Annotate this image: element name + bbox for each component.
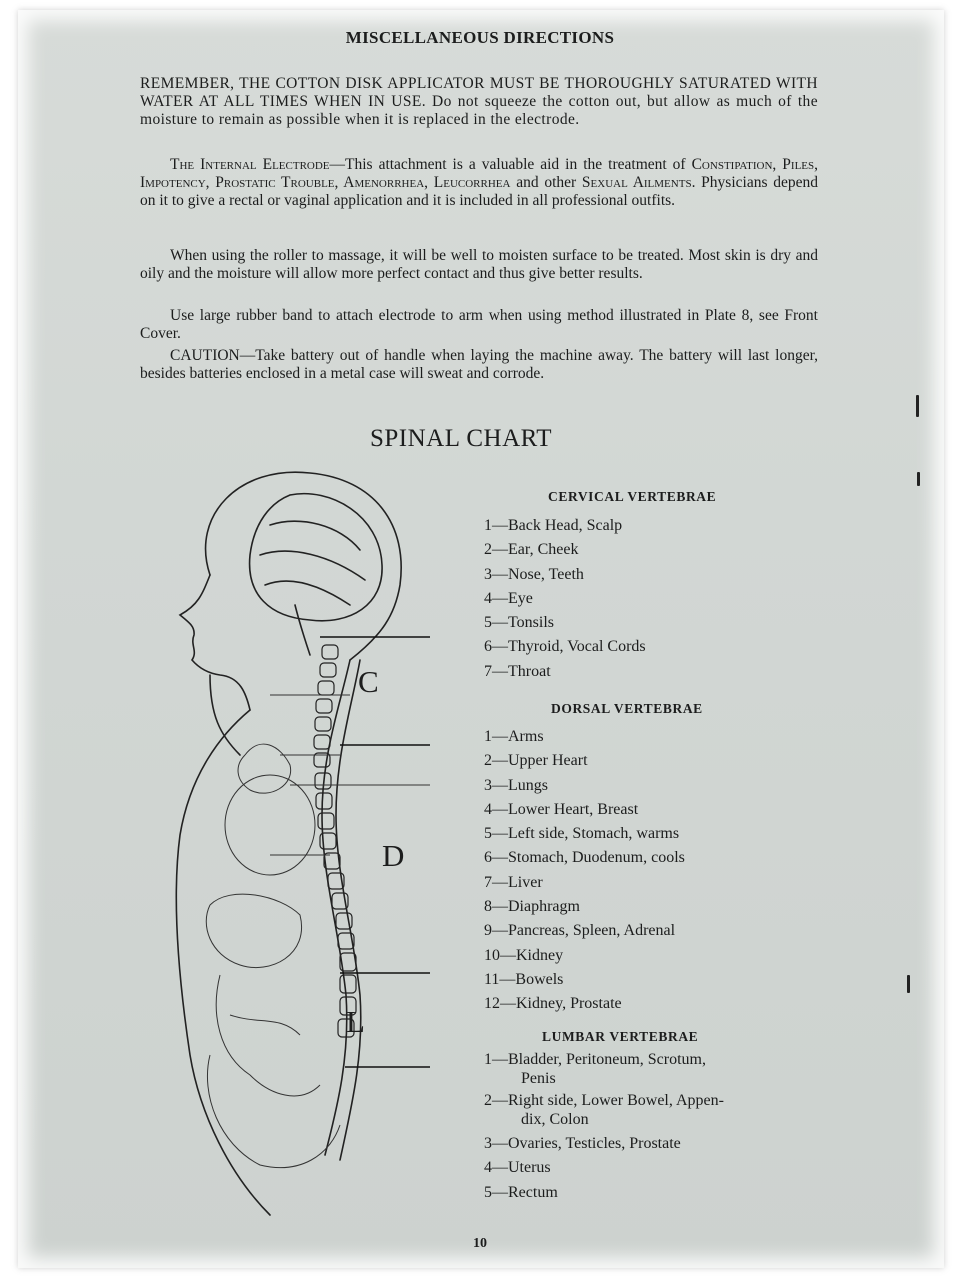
dorsal-title: DORSAL VERTEBRAE xyxy=(551,701,703,716)
list-item: 12—Kidney, Prostate xyxy=(484,995,622,1013)
list-item: 11—Bowels xyxy=(484,970,564,988)
list-item: 7—Liver xyxy=(484,873,543,891)
lumbar-title: LUMBAR VERTEBRAE xyxy=(542,1029,699,1044)
list-item-text: 2—Right side, Lower Bowel, Appen- xyxy=(484,1092,724,1109)
body-text: —This attachment is a valuable aid in the treatment of xyxy=(329,156,692,173)
list-item: 2—Ear, Cheek xyxy=(484,541,579,559)
list-item: 5—Left side, Stomach, warms xyxy=(484,825,680,843)
margin-mark xyxy=(907,975,910,993)
list-item: 4—Uterus xyxy=(484,1159,551,1177)
list-item-text: 1—Bladder, Peritoneum, Scrotum, xyxy=(484,1051,706,1068)
list-item: 8—Diaphragm xyxy=(484,898,580,916)
region-letter-lumbar: L xyxy=(346,1004,365,1039)
list-item: 3—Nose, Teeth xyxy=(484,565,584,583)
lead-term: The Internal Electrode xyxy=(170,156,330,173)
list-item: 4—Eye xyxy=(484,589,533,607)
list-item: 9—Pancreas, Spleen, Adrenal xyxy=(484,922,676,940)
list-item: 3—Ovaries, Testicles, Prostate xyxy=(484,1135,681,1152)
list-item: 4—Lower Heart, Breast xyxy=(484,800,639,818)
page-number: 10 xyxy=(473,1236,487,1251)
list-item: 6—Stomach, Duodenum, cools xyxy=(484,849,685,867)
body-text: and other xyxy=(510,174,582,192)
list-item: 3—Lungs xyxy=(484,776,548,794)
caps-text: REMEMBER, THE COTTON DISK APPLICATOR MUST BE THOROUGHLY SATURATED WITH WATER AT ALL TIMES WHEN IN USE. xyxy=(140,75,818,111)
paragraph-caution: CAUTION—Take battery out of handle when laying the machine away. The battery will last longer, besides batteries enclosed in a metal case will sweat and corrode. xyxy=(140,347,818,383)
spinal-anatomy-illustration xyxy=(150,455,470,1235)
list-item: 1—Back Head, Scalp xyxy=(484,517,623,534)
paragraph-remember xyxy=(140,75,818,130)
cervical-title: CERVICAL VERTEBRAE xyxy=(548,489,717,504)
region-letter-dorsal: D xyxy=(382,838,405,873)
list-item xyxy=(484,1050,724,1091)
list-item: 7—Throat xyxy=(484,662,551,680)
list-item: 6—Thyroid, Vocal Cords xyxy=(484,638,646,656)
paragraph-internal-electrode xyxy=(140,156,818,211)
body-text: . Physicians depend on it to give a rectal or vaginal application and it is included in all professional outfits. xyxy=(140,174,818,210)
margin-mark xyxy=(917,472,920,486)
list-item xyxy=(484,1091,724,1132)
dorsal-list xyxy=(484,725,685,1017)
list-item: 10—Kidney xyxy=(484,946,564,964)
list-item: 5—Tonsils xyxy=(484,614,554,632)
list-item: 1—Arms xyxy=(484,728,544,745)
ailment-terms: Constipation, Piles, Impotency, Prostatic Trouble, Amenorrhea, Leucorrhea xyxy=(140,156,819,192)
margin-mark xyxy=(916,395,919,417)
lumbar-list xyxy=(484,1050,724,1205)
ailment-terms: Sexual Ailments xyxy=(581,174,692,192)
body-text: Do not squeeze the cotton out, but allow as much of the moisture to remain as possible when it is replaced in the electrode. xyxy=(140,93,818,129)
list-item: 5—Rectum xyxy=(484,1183,558,1201)
list-item-continuation: Penis xyxy=(521,1070,556,1087)
cervical-list xyxy=(484,514,646,684)
list-item: 2—Upper Heart xyxy=(484,752,588,770)
list-item-continuation: dix, Colon xyxy=(521,1111,589,1128)
paragraph-rubber-band: Use large rubber band to attach electrode to arm when using method illustrated in Plate 8, see Front Cover. xyxy=(140,307,818,343)
paragraph-roller: When using the roller to massage, it will be well to moisten surface to be treated. Most skin is dry and oily and the moisture will allow more perfect contact and thus give better results. xyxy=(140,247,818,283)
region-letter-cervical: C xyxy=(358,664,379,699)
spinal-chart-title: SPINAL CHART xyxy=(370,425,553,452)
page-heading: MISCELLANEOUS DIRECTIONS xyxy=(345,28,615,47)
